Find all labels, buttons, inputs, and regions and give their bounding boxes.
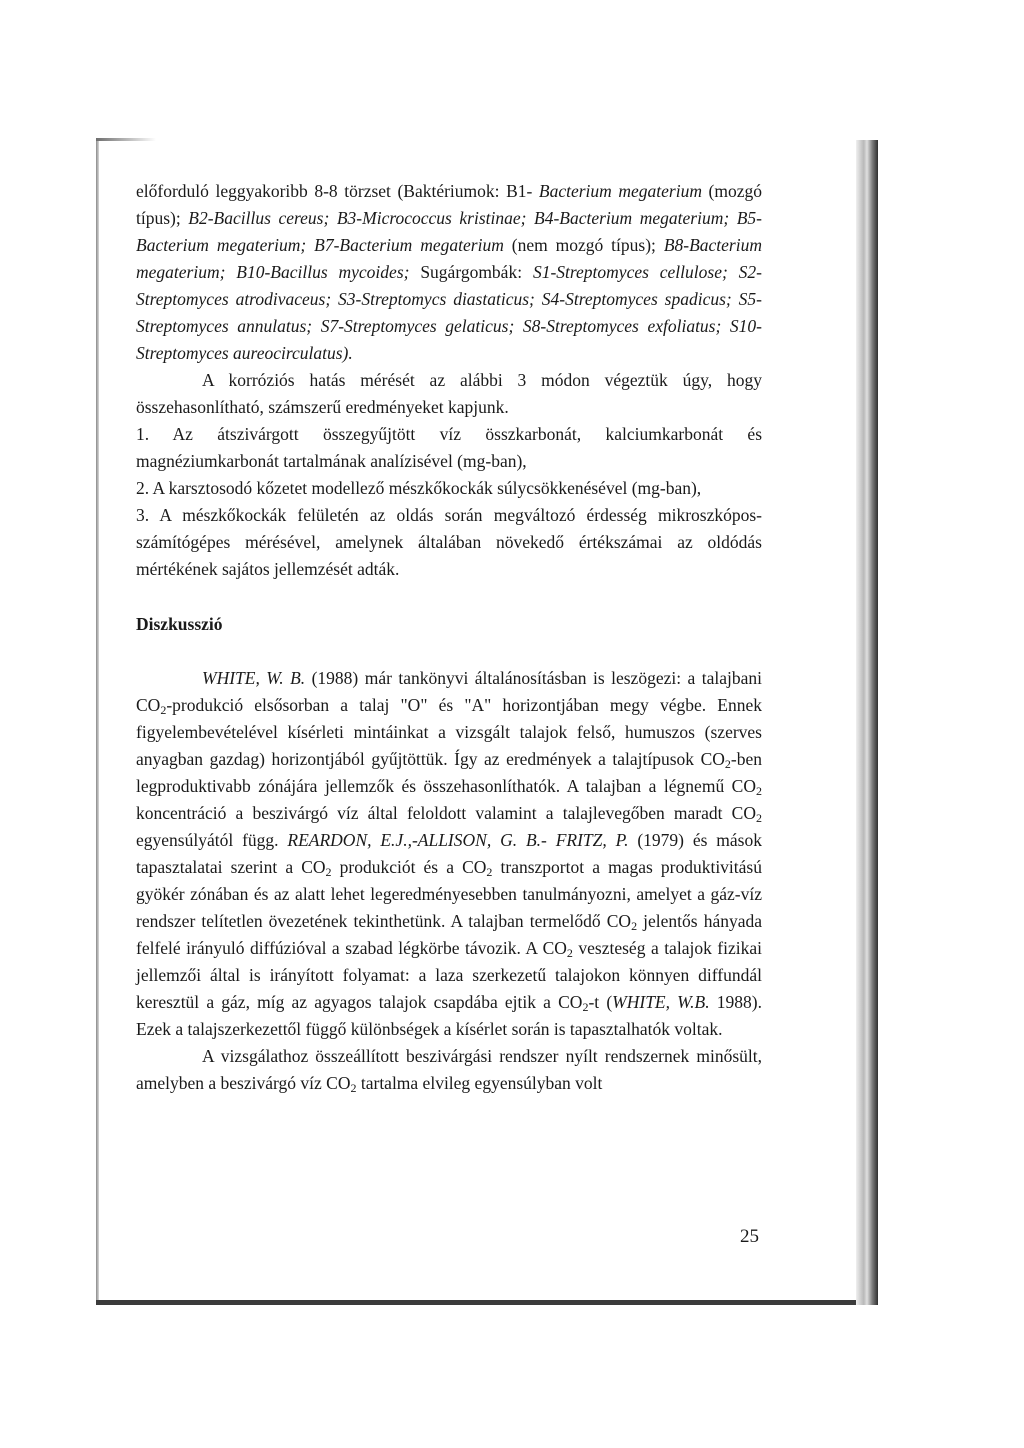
page-content <box>136 178 762 1097</box>
text: koncentráció a beszivárgó víz által feloldott valamint a talajlevegőben maradt CO <box>136 803 756 823</box>
text: előforduló leggyakoribb 8-8 törzset (Baktériumok: B1- <box>136 181 539 201</box>
paragraph-system <box>136 1043 762 1097</box>
text: -produkció elsősorban a talaj "O" és "A" horizontjában megy végbe. Ennek figyelembevételével kísérleti mintáinkat a vizsgált talajok felső, humuszos (szerves anyagban gazdag) horizontjából gyűjtöttük. Így az eredmények a talajtípusok CO <box>136 695 762 769</box>
reference: WHITE, W.B. <box>612 992 710 1012</box>
subscript: 2 <box>486 865 493 879</box>
page-edge-right <box>856 140 878 1305</box>
reference: WHITE, W. B. <box>202 668 306 688</box>
page-edge-left <box>96 140 99 1304</box>
species-list: B8-Bacterium megaterium; B10-Bacillus mycoides; <box>136 235 762 282</box>
section-heading: Diszkusszió <box>136 614 223 634</box>
text: -ben legproduktivabb zónájára jellemzők és összehasonlíthatók. A talajban a légnemű CO <box>136 749 762 796</box>
species-list: S1-Streptomyces cellulose; S2-Streptomyces atrodivaceus; S3-Streptomycs diastaticus; S4-Streptomyces spadicus; S5-Streptomyces annulatus; S7-Streptomyces gelaticus; S8-Streptomyces exfoliatus; S10-Streptomyces aureocirculatus). <box>136 262 762 363</box>
reference: REARDON, E.J.,-ALLISON, G. B.- FRITZ, P. <box>287 830 629 850</box>
text: -t ( <box>588 992 613 1012</box>
text: (1988) már tankönyvi általánosításban is leszögezi: a talajbani CO <box>136 668 762 715</box>
text: produkciót és a CO <box>331 857 487 877</box>
species-list: B2-Bacillus cereus; B3-Micrococcus kristinae; B4-Bacterium megaterium; B5-Bacterium megaterium; B7-Bacterium megaterium <box>136 208 762 255</box>
subscript: 2 <box>350 1081 357 1095</box>
text: veszteség a talajok fizikai jellemzői által is irányított folyamat: a laza szerkezetű talajokon könnyen diffundál keresztül a gáz, míg az agyagos talajok csapdába ejtik a CO <box>136 938 763 1012</box>
page-number: 25 <box>740 1226 759 1247</box>
text: (1979) és mások tapasztalatai szerint a CO <box>136 830 762 877</box>
text: egyensúlyától függ. <box>136 830 288 850</box>
text: jelentős hányada felfelé irányuló diffúzióval a szabad légkörbe távozik. A CO <box>136 911 763 958</box>
text: transzportot a magas produktivitású gyökér zónában és az alatt lehet legeredményesebben tanulmányozni, amelyet a gáz-víz rendszer telítetlen övezetének tekinthetünk. A talajban termelődő CO <box>136 857 762 931</box>
paragraph-discussion <box>136 665 762 1043</box>
list-item-3: 3. A mészkőkockák felületén az oldás során megváltozó érdesség mikroszkópos-számítógépes mérésével, amelynek általában növekedő értékszámai az oldódás mértékének sajátos jellemzését adták. <box>136 505 762 579</box>
subscript: 2 <box>631 919 638 933</box>
subscript: 2 <box>566 946 573 960</box>
subscript: 2 <box>724 757 731 771</box>
paragraph-methods-intro: A korróziós hatás mérését az alábbi 3 módon végeztük úgy, hogy összehasonlítható, számszerű eredményeket kapjunk. <box>136 370 762 417</box>
text: (mozgó típus); <box>136 181 762 228</box>
subscript: 2 <box>325 865 332 879</box>
subscript: 2 <box>756 784 762 798</box>
text: tartalma elvileg egyensúlyban volt <box>356 1073 603 1093</box>
list-item-1: 1. Az átszivárgott összegyűjtött víz összkarbonát, kalciumkarbonát és magnéziumkarbonát tartalmának analízisével (mg-ban), <box>136 424 762 471</box>
page-edge-bottom <box>96 1300 878 1305</box>
subscript: 2 <box>582 1000 589 1014</box>
paragraph-species-list <box>136 178 762 367</box>
text: Sugárgombák: <box>409 262 533 282</box>
text: 1988). Ezek a talajszerkezettől függő különbségek a kísérlet során is tapasztalhatók voltak. <box>136 992 762 1039</box>
text: (nem mozgó típus); <box>503 235 664 255</box>
species-name: Bacterium megaterium <box>538 181 702 201</box>
text: A vizsgálathoz összeállított beszivárgási rendszer nyílt rendszernek minősült, amelyben a beszivárgó víz CO <box>136 1046 762 1093</box>
list-item-2: 2. A karsztosodó kőzetet modellező mészkőkockák súlycsökkenésével (mg-ban), <box>136 478 702 498</box>
page-edge-top <box>96 138 156 141</box>
subscript: 2 <box>756 811 762 825</box>
subscript: 2 <box>160 703 167 717</box>
